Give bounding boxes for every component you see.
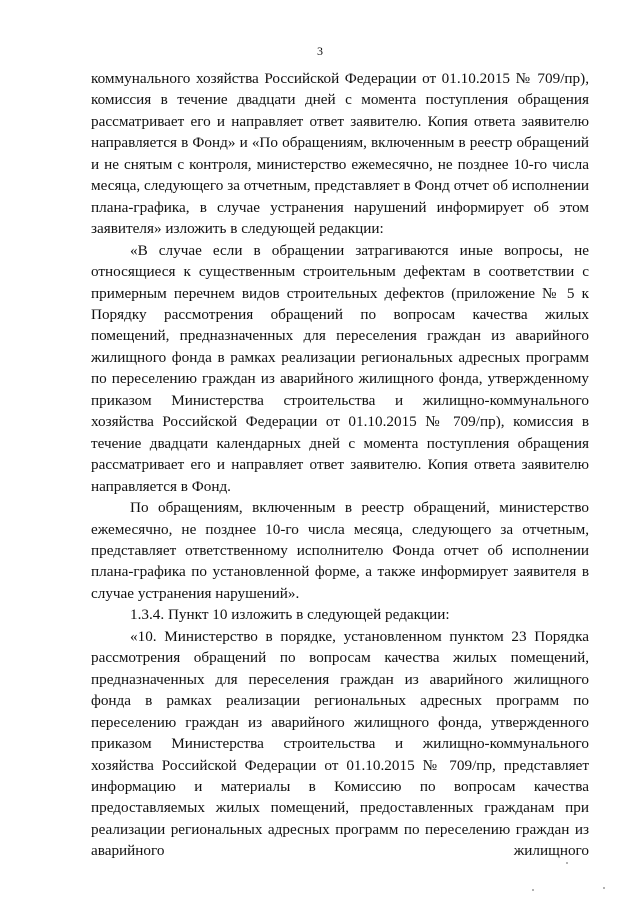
- page-number: 3: [317, 44, 323, 58]
- scan-speck: [566, 862, 568, 864]
- paragraph-point-10: «10. Министерство в порядке, установленном пунктом 23 Порядка рассмотрения обращений по вопросам качества жилых помещений, предназначенных для переселения граждан из аварийного жилищного фонда в рамках реализации региональных адресных программ по переселению граждан из аварийного жилищного фонда, утвержденного приказом Министерства строительства и жилищно-коммунального хозяйства Российской Федерации от 01.10.2015 № 709/пр, представляет информацию и материалы в Комиссию по вопросам качества предоставляемых жилых помещений, предоставленных гражданам при реализации региональных адресных программ по переселению граждан из аварийного жилищного: [91, 627, 589, 860]
- scan-speck: [532, 889, 534, 891]
- paragraph-continuation: коммунального хозяйства Российской Федерации от 01.10.2015 № 709/пр), комиссия в течение двадцати дней с момента поступления обращения рассматривает его и направляет ответ заявителю. Копия ответа заявителю направляется в Фонд» и «По обращениям, включенным в реестр обращений и не снятым с контроля, министерство ежемесячно, не позднее 10-го числа месяца, следующего за отчетным, представляет в Фонд отчет об исполнении плана-графика, в случае устранения нарушений информирует об этом заявителя» изложить в следующей редакции:: [91, 70, 589, 238]
- paragraph-quoted-new-text: «В случае если в обращении затрагиваются иные вопросы, не относящиеся к существенным строительным дефектам в соответствии с примерным перечнем видов строительных дефектов (приложение № 5 к Порядку рассмотрения обращений по вопросам качества жилых помещений, предназначенных для переселения граждан из аварийного жилищного фонда в рамках реализации региональных адресных программ по переселению граждан из аварийного жилищного фонда, утвержденному приказом Министерства строительства и жилищно-коммунального хозяйства Российской Федерации от 01.10.2015 № 709/пр), комиссия в течение двадцати календарных дней с момента поступления обращения рассматривает его и направляет ответ заявителю. Копия ответа заявителю направляется в Фонд.: [91, 241, 589, 495]
- scan-speck: [603, 887, 605, 889]
- paragraph-item-1-3-4: 1.3.4. Пункт 10 изложить в следующей редакции:: [130, 606, 450, 624]
- paragraph-reporting: По обращениям, включенным в реестр обращений, министерство ежемесячно, не позднее 10-го числа месяца, следующего за отчетным, представляет ответственному исполнителю Фонда отчет об исполнении плана-графика по установленной форме, а также информирует заявителя в случае устранения нарушений».: [91, 499, 589, 602]
- document-body: [91, 68, 589, 862]
